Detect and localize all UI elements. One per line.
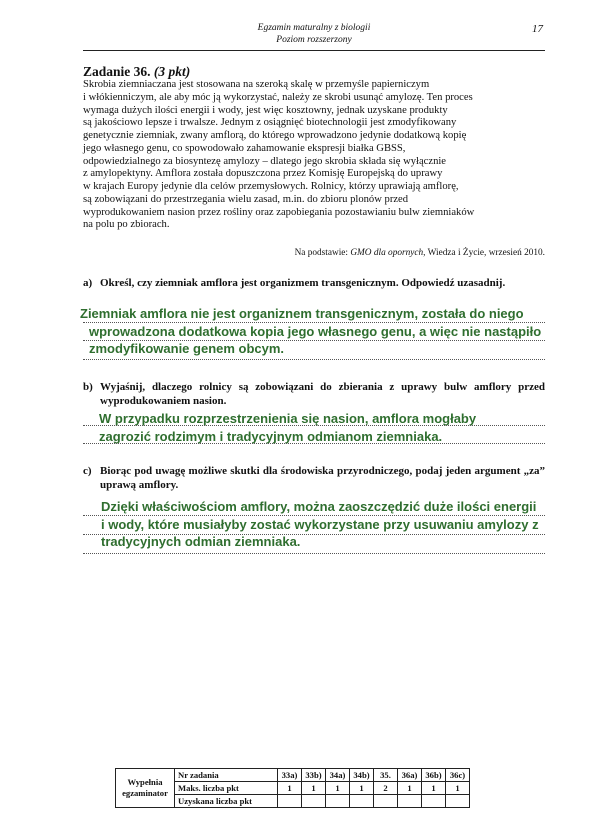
score-input-cell[interactable] (302, 795, 326, 808)
answer-b (99, 410, 476, 445)
answer-line-dotted (83, 425, 545, 426)
source-citation (295, 248, 545, 258)
grading-table (115, 768, 470, 808)
answer-line-dotted (83, 534, 545, 535)
row-label: Nr zadania (175, 769, 278, 782)
paragraph-line: Skrobia ziemniaczana jest stosowana na szeroką skalę w przemyśle papierniczym (83, 79, 430, 90)
question-text: Wyjaśnij, dlaczego rolnicy są zobowiązani do zbierania z uprawy bulw amflory przed wyprodukowaniem nasion. (100, 381, 545, 407)
answer-line: zagrozić rodzimym i tradycyjnym odmianom ziemniaka. (99, 428, 443, 444)
task-number-cell: 36b) (422, 769, 446, 782)
answer-line-dotted (83, 443, 545, 444)
page-header (83, 20, 545, 51)
score-input-cell[interactable] (398, 795, 422, 808)
paragraph-line: w krajach Europy jedynie dla celów przemysłowych. Rolnicy, którzy uprawiają amflorę, (83, 181, 459, 192)
max-points-cell: 1 (278, 782, 302, 795)
score-input-cell[interactable] (326, 795, 350, 808)
question-text: Biorąc pod uwagę możliwe skutki dla środowiska przyrodniczego, podaj jeden argument „za” uprawą amflory. (100, 465, 545, 491)
question-label: a) (83, 277, 93, 289)
source-suffix: , Wiedza i Życie, wrzesień 2010. (423, 248, 545, 258)
row-label: Uzyskana liczba pkt (175, 795, 278, 808)
paragraph-line: genetycznie ziemniak, zwany amflorą, do którego wprowadzono jedynie dodatkową kopię (83, 130, 467, 141)
task-number-cell: 36c) (446, 769, 470, 782)
answer-line-dotted (83, 359, 545, 360)
paragraph-line: wymaga dużych ilości energii i wody, jest więc kosztowny, jednak uzyskane produkty (83, 104, 448, 116)
page-number: 17 (532, 23, 543, 35)
task-number-cell: 33b) (302, 769, 326, 782)
question-label: b) (83, 381, 93, 393)
score-input-cell[interactable] (374, 795, 398, 808)
answer-a (80, 305, 541, 358)
paragraph-line: jego własnego genu, co spowodowało zahamowanie ekspresji białka GBSS, (83, 142, 406, 154)
answer-line: wprowadzona dodatkowa kopia jego własnego genu, a więc nie nastąpiło (89, 323, 542, 339)
row-label: Maks. liczba pkt (175, 782, 278, 795)
question-b (83, 380, 545, 408)
source-title: GMO dla opornych (350, 248, 424, 258)
answer-line-dotted (83, 322, 545, 323)
answer-line: tradycyjnych odmian ziemniaka. (101, 534, 301, 549)
task-points: (3 pkt) (153, 64, 191, 79)
paragraph-line: są zobowiązani do przestrzegania wielu zasad, m.in. do zbioru plonów przed (83, 193, 409, 205)
answer-line: i wody, które musiałyby zostać wykorzystane przy usuwaniu amylozy z (101, 516, 539, 532)
max-points-cell: 2 (374, 782, 398, 795)
max-points-cell: 1 (302, 782, 326, 795)
max-points-cell: 1 (422, 782, 446, 795)
grading-side-label: Wypełnia egzaminator (116, 769, 175, 808)
task-number-cell: 34b) (350, 769, 374, 782)
paragraph-line: wyprodukowaniem nasion przez rośliny oraz zapobiegania pozostawianiu bulw ziemniaków (83, 206, 475, 218)
answer-line-dotted (83, 515, 545, 516)
max-points-cell: 1 (398, 782, 422, 795)
score-input-cell[interactable] (422, 795, 446, 808)
score-input-cell[interactable] (446, 795, 470, 808)
paragraph-line: i włókienniczym, ale aby móc ją wykorzystać, należy ze skrobi usunąć amylozę. Ten proces (83, 91, 473, 103)
answer-line: Ziemniak amflora nie jest organiznem transgenicznym, została do niego (80, 306, 524, 321)
max-points-cell: 1 (350, 782, 374, 795)
exam-title: Egzamin maturalny z biologii (257, 23, 371, 33)
paragraph-line: są jakościowo lepsze i trwalsze. Jednym z osiągnięć biotechnologii jest zmodyfikowany (83, 117, 457, 129)
max-points-cell: 1 (326, 782, 350, 795)
exam-level: Poziom rozszerzony (276, 35, 352, 45)
paragraph-line: z amylopektyny. Amflora została dopuszczona przez Komisję Europejską do uprawy (83, 168, 443, 180)
score-input-cell[interactable] (278, 795, 302, 808)
paragraph-line: odpowiedzialnego za biosyntezę amylozy – dlatego jego skrobia składa się wyłącznie (83, 155, 447, 167)
task-number-cell: 34a) (326, 769, 350, 782)
task-number-cell: 35. (374, 769, 398, 782)
score-input-cell[interactable] (350, 795, 374, 808)
answer-line-dotted (83, 340, 545, 341)
task-number-cell: 36a) (398, 769, 422, 782)
task-number: Zadanie 36. (83, 64, 151, 79)
question-label: c) (83, 465, 92, 477)
task-title (83, 64, 190, 80)
question-a (83, 276, 545, 290)
answer-c (101, 498, 539, 551)
answer-line-dotted (83, 553, 545, 554)
task-number-cell: 33a) (278, 769, 302, 782)
max-points-cell: 1 (446, 782, 470, 795)
question-c (83, 464, 545, 492)
source-prefix: Na podstawie: (294, 248, 351, 258)
question-text: Określ, czy ziemniak amflora jest organizmem transgenicznym. Odpowiedź uzasadnij. (100, 277, 506, 289)
answer-line: W przypadku rozprzestrzenienia się nasion, amflora mogłaby (99, 411, 477, 426)
answer-line: Dzięki właściwościom amflory, można zaoszczędzić duże ilości energii (101, 499, 537, 514)
exam-header (83, 22, 545, 46)
task-paragraph (83, 79, 545, 232)
answer-line: zmodyfikowanie genem obcym. (89, 341, 285, 356)
paragraph-line: na polu po zbiorach. (83, 219, 170, 231)
